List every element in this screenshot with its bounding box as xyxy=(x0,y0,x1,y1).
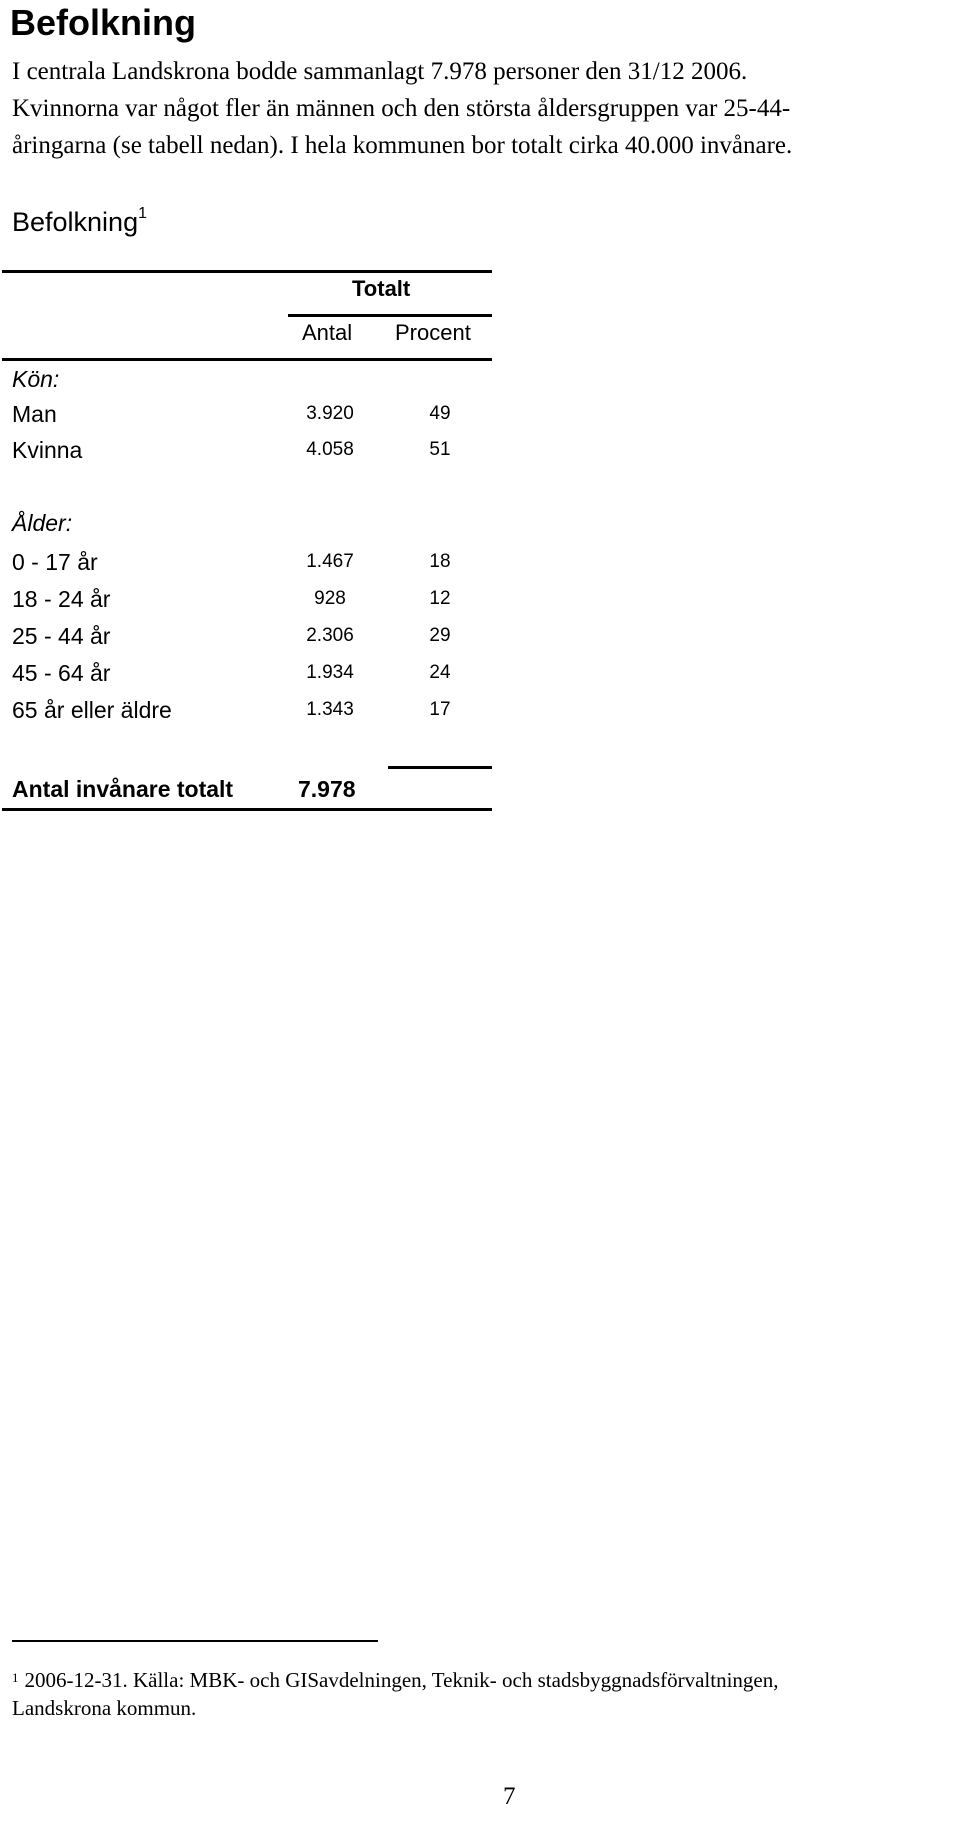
table-cell-antal: 3.920 xyxy=(306,403,354,424)
page-number: 7 xyxy=(503,1783,516,1810)
table-row-label: 25 - 44 år xyxy=(12,623,111,649)
section-label-kon: Kön: xyxy=(12,366,60,392)
footnote-line-2: Landskrona kommun. xyxy=(12,1696,197,1720)
table-row-label: 45 - 64 år xyxy=(12,660,111,686)
table-row-label: Kvinna xyxy=(12,437,83,463)
table-title-text: Befolkning xyxy=(12,207,139,237)
group-header-totalt: Totalt xyxy=(352,276,411,301)
table-cell-procent: 18 xyxy=(429,551,451,572)
procent-total-rule xyxy=(388,766,492,769)
table-cell-antal: 2.306 xyxy=(306,625,354,646)
table-top-rule xyxy=(2,270,492,273)
table-title xyxy=(12,207,147,238)
table-cell-antal: 1.934 xyxy=(306,662,354,683)
table-cell-antal: 928 xyxy=(314,588,346,609)
footnote-line-1 xyxy=(12,1668,779,1693)
table-cell-procent: 29 xyxy=(429,625,451,646)
table-cell-antal: 1.343 xyxy=(306,699,354,720)
group-header-rule xyxy=(288,314,492,317)
footnote-text: 2006-12-31. Källa: MBK- och GISavdelningen, Teknik- och stadsbyggnadsförvaltningen, xyxy=(24,1668,779,1692)
table-cell-procent: 49 xyxy=(429,403,451,424)
table-cell-procent: 24 xyxy=(429,662,451,683)
page-heading: Befolkning xyxy=(10,2,196,43)
header-bottom-rule xyxy=(2,358,492,361)
total-label: Antal invånare totalt xyxy=(12,776,234,802)
table-cell-antal: 1.467 xyxy=(306,551,354,572)
total-value: 7.978 xyxy=(298,776,356,802)
intro-line-2: Kvinnorna var något fler än männen och den största åldersgruppen var 25-44- xyxy=(12,95,791,122)
table-cell-procent: 51 xyxy=(429,439,451,460)
table-row-label: 0 - 17 år xyxy=(12,549,98,575)
col-header-procent: Procent xyxy=(395,320,471,345)
table-cell-procent: 17 xyxy=(429,699,451,720)
table-row-label: 18 - 24 år xyxy=(12,586,111,612)
footnote-mark: 1 xyxy=(12,1670,19,1685)
table-cell-procent: 12 xyxy=(429,588,451,609)
table-title-footnote-mark: 1 xyxy=(138,205,147,222)
footnote-separator xyxy=(12,1640,378,1642)
table-cell-antal: 4.058 xyxy=(306,439,354,460)
table-bottom-rule xyxy=(2,808,492,811)
table-row-label: 65 år eller äldre xyxy=(12,697,172,723)
intro-line-3: åringarna (se tabell nedan). I hela kommunen bor totalt cirka 40.000 invånare. xyxy=(12,132,793,159)
intro-line-1: I centrala Landskrona bodde sammanlagt 7.978 personer den 31/12 2006. xyxy=(12,58,748,85)
section-label-alder: Ålder: xyxy=(12,510,73,536)
col-header-antal: Antal xyxy=(302,320,353,345)
table-row-label: Man xyxy=(12,401,57,427)
